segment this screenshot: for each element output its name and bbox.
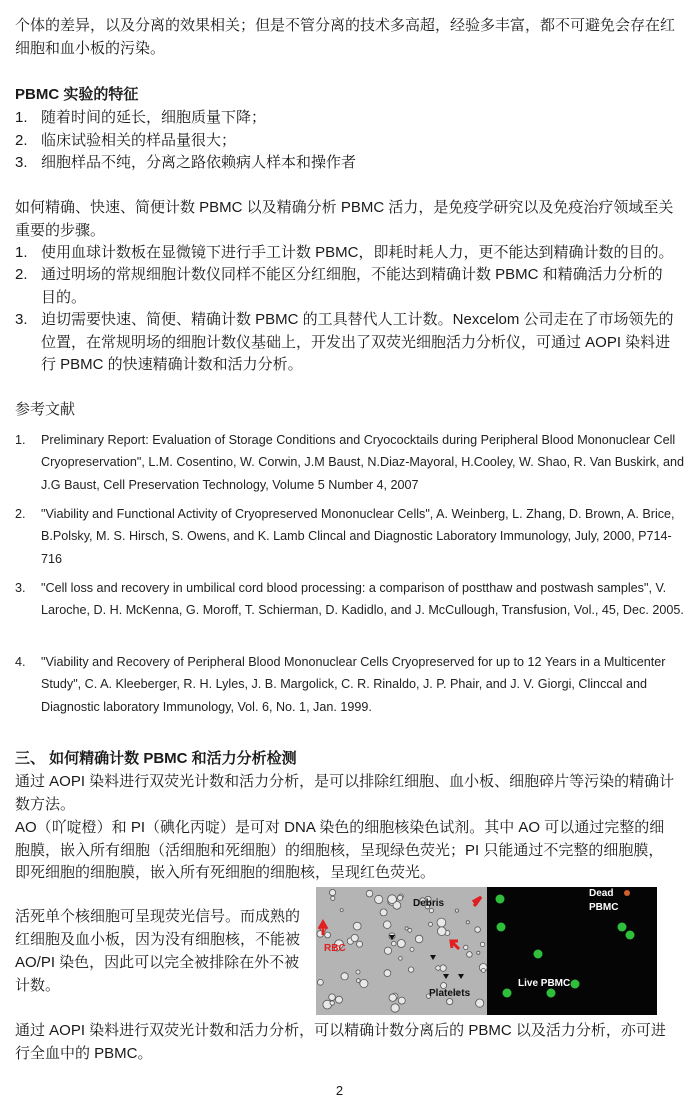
cell: [375, 895, 383, 903]
reference-text: "Viability and Functional Activity of Cryopreserved Mononuclear Cells", A. Weinberg, L. Zhang, D. Brown, A. Brice, B.Polsky, M. S. Hirsch, S. Owens, and K. Lamb Clincal and Diagnostic Laboratory Immunology, July, 2000, P714-716: [41, 507, 675, 566]
rbc-label: RBC: [324, 943, 346, 954]
cell: [336, 996, 343, 1003]
cell: [475, 927, 481, 933]
item-number: 2.: [15, 131, 28, 149]
fluorescence-panel: [487, 887, 657, 1015]
cell: [437, 927, 446, 936]
item-number: 1.: [15, 433, 26, 447]
cell: [466, 921, 469, 924]
page-number: 2: [335, 1083, 344, 1098]
item-number: 3.: [15, 311, 28, 328]
cell: [318, 979, 324, 985]
live-cell: [618, 923, 627, 932]
reference-item: [15, 503, 687, 570]
item-text: 临床试验相关的样品量很大；: [41, 131, 237, 149]
cell: [384, 970, 391, 977]
list-item: [15, 264, 675, 309]
debris-label: Debris: [413, 898, 445, 909]
cell: [399, 957, 403, 961]
cell: [351, 934, 358, 941]
list-item: [15, 107, 675, 130]
cell: [429, 922, 433, 926]
item-number: 2.: [15, 507, 26, 521]
item-number: 1.: [15, 244, 28, 261]
cell: [356, 970, 360, 974]
dead-cell-dot: [624, 890, 630, 896]
importance-paragraph: 如何精确、快速、简便计数 PBMC 以及精确分析 PBMC 活力，是免疫学研究以及免疫治疗领域至关重要的步骤。: [15, 199, 674, 239]
reference-text: Preliminary Report: Evaluation of Storage Conditions and Cryococktails during Peripheral Blood Mononuclear Cell Cryopreservation", L.M. Cosentino, W. Corwin, J.M Baust, N.Diaz-Mayoral, H.Cooley, W. Shao, R. Van Buskirk, and J.G Baust, Cell Preservation Technology, Volume 5 Number 4, 2007: [41, 433, 685, 492]
item-text: 使用血球计数板在显微镜下进行手工计数 PBMC，即耗时耗人力，更不能达到精确计数的目的。: [41, 244, 674, 261]
cell: [455, 909, 458, 912]
reference-item: [15, 651, 687, 718]
cell: [329, 994, 336, 1001]
cell: [405, 927, 408, 930]
cell: [330, 890, 336, 896]
item-text: 细胞样品不纯，分离之路依赖病人样本和操作者: [41, 154, 357, 171]
cell: [437, 918, 446, 927]
live-cell: [496, 895, 505, 904]
live-cell: [547, 989, 556, 998]
cell: [415, 935, 423, 943]
cell: [408, 967, 413, 972]
cell: [429, 909, 433, 913]
cell: [353, 922, 361, 930]
dead-label-2: PBMC: [589, 902, 619, 913]
cell: [366, 890, 373, 897]
list-item: [15, 130, 675, 153]
item-number: 1.: [15, 109, 28, 126]
features-heading: PBMC 实验的特征: [15, 86, 139, 103]
live-cell: [626, 931, 635, 940]
reference-text: "Viability and Recovery of Peripheral Blood Mononuclear Cells Cryopreserved for up to 12 Years in a Multicenter Study", C. A. Kleeberger, R. H. Lyles, J. B. Margolick, C. R. Rinaldo, J. P. Phair, and J. V. Giorgi, Clinccal and Diagnostic laboratory Immunology, Vol. 6, No. 1, Jan. 1999.: [41, 655, 666, 714]
cell: [391, 1004, 399, 1012]
section3-paragraph-3: 通过 AOPI 染料进行双荧光计数和活力分析，可以精确计数分离后的 PBMC 以及活力分析，亦可进行全血中的 PBMC。: [15, 1022, 666, 1062]
cell: [331, 896, 335, 900]
side-paragraph: 活死单个核细胞可呈现荧光信号。而成熟的红细胞及血小板，因为没有细胞核，不能被 AO/PI 染色，因此可以完全被排除在外不被计数。: [15, 908, 301, 994]
cell: [325, 932, 331, 938]
item-text: 通过明场的常规细胞计数仪同样不能区分红细胞，不能达到精确计数 PBMC 和精确活力分析的目的。: [41, 266, 663, 306]
cell: [356, 979, 360, 983]
reference-item: [15, 429, 687, 496]
cell: [447, 999, 453, 1005]
item-number: 3.: [15, 581, 26, 595]
dead-label: Dead: [589, 888, 614, 899]
item-text: 迫切需要快速、简便、精确计数 PBMC 的工具替代人工计数。Nexcelom 公司走在了市场领先的位置，在常规明场的细胞计数仪基础上，开发出了双荧光细胞活力分析仪，可通过 AOPI 染料进行 PBMC 的快速精确计数和活力分析。: [41, 311, 674, 373]
live-cell: [497, 923, 506, 932]
pbmc-microscopy-figure: [316, 887, 657, 1015]
cell: [383, 921, 391, 929]
cell: [440, 965, 446, 971]
section3-paragraph-1: 通过 AOPI 染料进行双荧光计数和活力分析，是可以排除红细胞、血小板、细胞碎片等污染的精确计数方法。: [15, 773, 675, 813]
cell: [467, 952, 473, 958]
item-text: 随着时间的延长，细胞质量下降；: [41, 109, 267, 126]
intro-paragraph: 个体的差异，以及分离的效果相关；但是不管分离的技术多高超，经验多丰富，都不可避免会存在红细胞和血小板的污染。: [15, 17, 676, 57]
reference-text: "Cell loss and recovery in umbilical cord blood processing: a comparison of postthaw and postwash samples", V. Laroche, D. H. McKenna, G. Moroff, T. Schierman, D. Kadidlo, and J. McCullough, Transfusion, Vol., 45, Dec. 2005.: [41, 581, 684, 618]
cell: [398, 997, 405, 1004]
item-number: 2.: [15, 266, 28, 283]
section3-paragraph-2: AO（吖啶橙）和 PI（碘化丙啶）是可对 DNA 染色的细胞核染色试剂。其中 AO 可以通过完整的细胞膜，嵌入所有细胞（活细胞和死细胞）的细胞核，呈现绿色荧光；PI 只能通过不完整的细胞膜，即死细胞的细胞膜，嵌入所有死细胞的细胞核，呈现红色荧光。: [15, 819, 665, 881]
cell: [389, 994, 396, 1001]
section3-heading: 三、 如何精确计数 PBMC 和活力分析检测: [15, 750, 297, 767]
cell: [464, 945, 468, 949]
live-cell: [503, 989, 512, 998]
cell: [360, 979, 368, 987]
cell: [398, 895, 403, 900]
cell: [380, 909, 387, 916]
cell: [476, 999, 484, 1007]
reference-item: [15, 577, 687, 622]
cell: [357, 941, 363, 947]
list-item: [15, 242, 675, 265]
cell: [392, 941, 397, 946]
cell: [388, 895, 397, 904]
cell: [410, 947, 414, 951]
item-number: 4.: [15, 655, 26, 669]
item-number: 3.: [15, 154, 28, 171]
cell: [341, 973, 348, 980]
live-cell: [534, 950, 543, 959]
cell: [480, 942, 484, 946]
list-item: [15, 152, 675, 175]
list-item: [15, 309, 675, 377]
cell: [384, 947, 391, 954]
cell: [330, 1001, 334, 1005]
live-label: Live PBMC: [518, 978, 571, 989]
cell: [436, 966, 441, 971]
cell: [481, 968, 485, 972]
live-cell: [571, 980, 580, 989]
cell: [477, 951, 480, 954]
platelets-label: Platelets: [429, 988, 471, 999]
cell: [340, 909, 343, 912]
references-heading: 参考文献: [15, 401, 76, 418]
cell: [397, 940, 405, 948]
